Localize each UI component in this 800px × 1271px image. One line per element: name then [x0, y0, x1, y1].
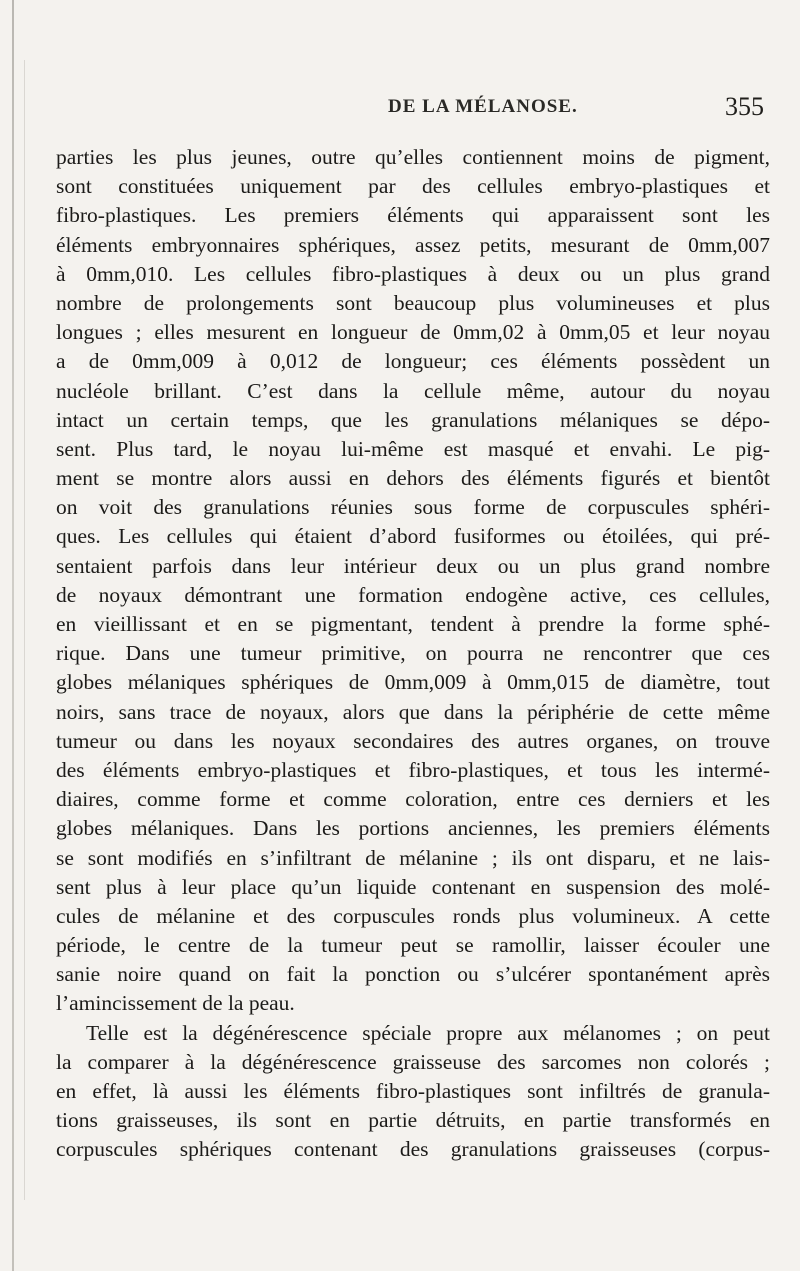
- binding-edge: [12, 0, 14, 1271]
- text-line: on voit des granulations réunies sous forme de corpuscules sphéri-: [56, 495, 770, 520]
- text-line: période, le centre de la tumeur peut se ramollir, laisser écouler une: [56, 933, 770, 958]
- text-line: intact un certain temps, que les granulations mélaniques se dépo-: [56, 407, 770, 432]
- running-title: DE LA MÉLANOSE.: [388, 96, 578, 117]
- text-line: sent. Plus tard, le noyau lui-même est masqué et envahi. Le pig-: [56, 436, 770, 461]
- binding-shadow: [24, 60, 25, 1200]
- text-line: diaires, comme forme et comme coloration, entre ces derniers et les: [56, 787, 770, 812]
- paragraph-start-line: Telle est la dégénérescence spéciale propre aux mélanomes ; on peut: [86, 1020, 770, 1045]
- text-line: sont constituées uniquement par des cellules embryo-plastiques et: [56, 174, 770, 199]
- text-line: fibro-plastiques. Les premiers éléments qui apparaissent sont les: [56, 203, 770, 228]
- text-line: parties les plus jeunes, outre qu’elles contiennent moins de pigment,: [56, 145, 770, 169]
- page-number: 355: [725, 92, 764, 121]
- text-line: en effet, là aussi les éléments fibro-plastiques sont infiltrés de granula-: [56, 1079, 770, 1103]
- text-line: à 0mm,010. Les cellules fibro-plastiques à deux ou un plus grand: [56, 261, 770, 286]
- body-text: [56, 143, 770, 1165]
- paragraph-end-line: l’amincissement de la peau.: [56, 991, 295, 1016]
- text-line: a de 0mm,009 à 0,012 de longueur; ces éléments possèdent un: [56, 349, 770, 374]
- text-line: la comparer à la dégénérescence graisseuse des sarcomes non colorés ;: [56, 1049, 770, 1074]
- text-line: de noyaux démontrant une formation endogène active, ces cellules,: [56, 582, 770, 607]
- text-line: sanie noire quand on fait la ponction ou s’ulcérer spontanément après: [56, 962, 770, 987]
- text-line: se sont modifiés en s’infiltrant de mélanine ; ils ont disparu, et ne lais-: [56, 845, 770, 870]
- text-line: corpuscules sphériques contenant des granulations graisseuses (corpus-: [56, 1137, 770, 1162]
- text-line: globes mélaniques. Dans les portions anciennes, les premiers éléments: [56, 816, 770, 841]
- text-line: noirs, sans trace de noyaux, alors que dans la périphérie de cette même: [56, 699, 770, 724]
- text-line: globes mélaniques sphériques de 0mm,009 à 0mm,015 de diamètre, tout: [56, 670, 770, 695]
- text-line: des éléments embryo-plastiques et fibro-plastiques, et tous les intermé-: [56, 757, 770, 782]
- text-line: ques. Les cellules qui étaient d’abord fusiformes ou étoilées, qui pré-: [56, 524, 770, 549]
- text-line: sent plus à leur place qu’un liquide contenant en suspension des molé-: [56, 874, 770, 899]
- text-line: ment se montre alors aussi en dehors des éléments figurés et bientôt: [56, 466, 770, 491]
- text-line: tumeur ou dans les noyaux secondaires des autres organes, on trouve: [56, 728, 770, 753]
- text-line: sentaient parfois dans leur intérieur deux ou un plus grand nombre: [56, 553, 770, 578]
- text-line: en vieillissant et en se pigmentant, tendent à prendre la forme sphé-: [56, 612, 770, 636]
- text-line: cules de mélanine et des corpuscules ronds plus volumineux. A cette: [56, 903, 770, 928]
- page-header: [250, 92, 780, 124]
- text-line: éléments embryonnaires sphériques, assez petits, mesurant de 0mm,007: [56, 232, 770, 257]
- text-line: tions graisseuses, ils sont en partie détruits, en partie transformés en: [56, 1108, 770, 1133]
- text-line: nucléole brillant. C’est dans la cellule même, autour du noyau: [56, 378, 770, 403]
- text-line: nombre de prolongements sont beaucoup plus volumineuses et plus: [56, 290, 770, 315]
- text-line: rique. Dans une tumeur primitive, on pourra ne rencontrer que ces: [56, 641, 770, 666]
- text-line: longues ; elles mesurent en longueur de 0mm,02 à 0mm,05 et leur noyau: [56, 320, 770, 345]
